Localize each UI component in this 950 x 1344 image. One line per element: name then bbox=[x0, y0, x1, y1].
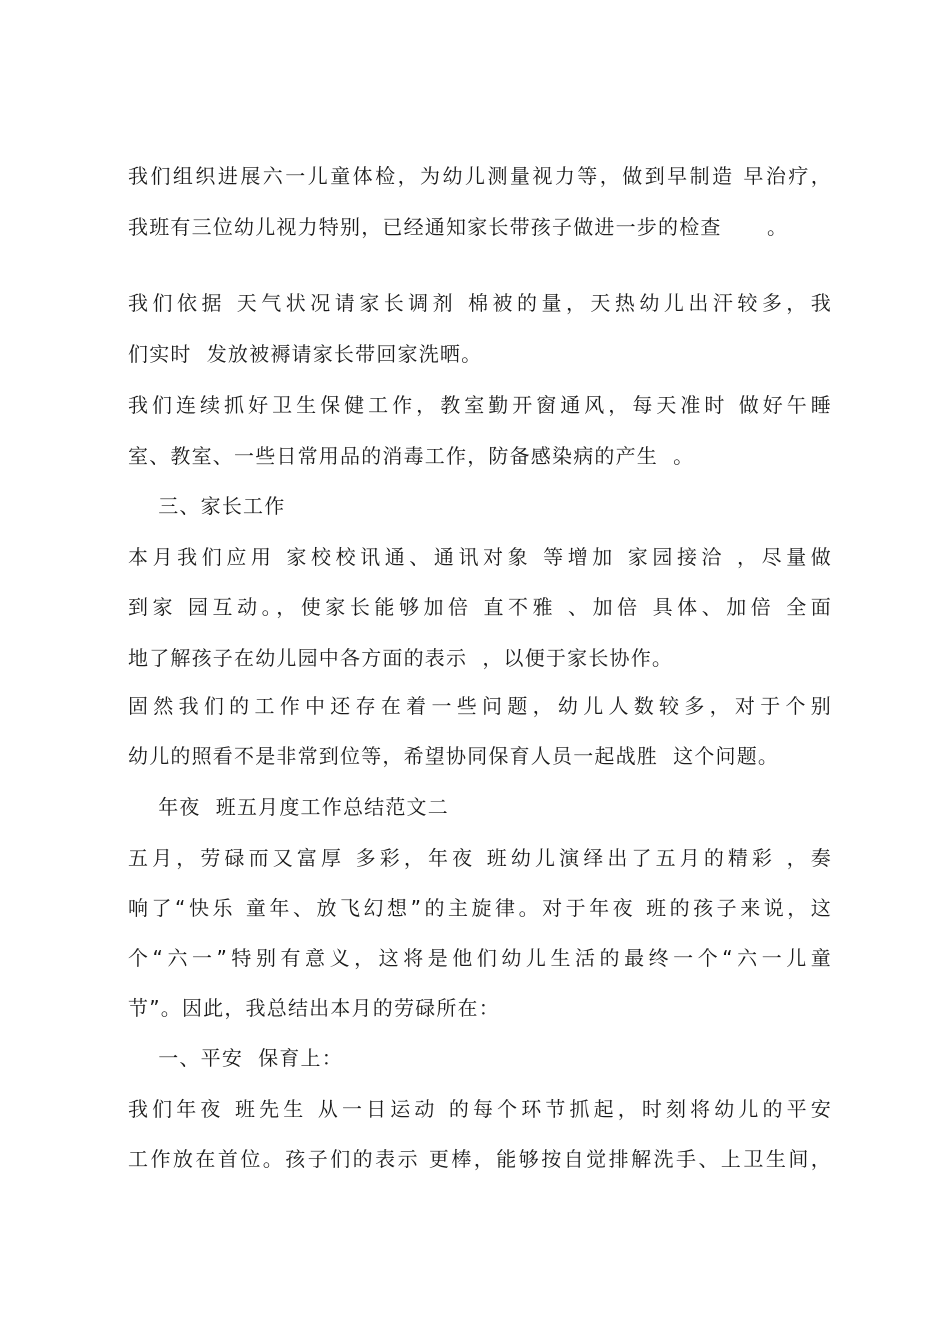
text-line-6: 室、教室、一些日常用品的消毒工作，防备感染病的产生 。 bbox=[128, 444, 695, 468]
text-line-11: 固然我们的工作中还存在着一些问题，幼儿人数较多，对于个别 bbox=[128, 694, 832, 718]
text-line-1: 我们组织进展六一儿童体检，为幼儿测量视力等，做到早制造 早治疗， bbox=[128, 164, 832, 188]
text-line-12: 幼儿的照看不是非常到位等，希望协同保育人员一起战胜 这个问题。 bbox=[128, 744, 780, 768]
text-line-16: 个“六一”特别有意义，这将是他们幼儿生活的最终一个“六一儿童 bbox=[128, 946, 832, 970]
text-line-15: 响了“快乐 童年、放飞幻想”的主旋律。对于年夜 班的孩子来说，这 bbox=[128, 896, 832, 920]
text-line-14: 五月，劳碌而又富厚 多彩，年夜 班幼儿演绎出了五月的精彩 ，奏 bbox=[128, 846, 832, 870]
text-line-4: 们实时 发放被褥请家长带回家洗晒。 bbox=[128, 342, 483, 366]
text-line-20: 工作放在首位。孩子们的表示 更棒，能够按自觉排解洗手、上卫生间， bbox=[128, 1147, 832, 1171]
text-line-2: 我班有三位幼儿视力特别，已经通知家长带孩子做进一步的检查 。 bbox=[128, 215, 789, 239]
text-line-9: 到家 园互动。，使家长能够加倍 直不雅 、加倍 具体、加倍 全面 bbox=[128, 595, 832, 619]
text-line-10: 地了解孩子在幼儿园中各方面的表示 ，以便于家长协作。 bbox=[128, 646, 674, 670]
section-heading-safety-care: 一、平安 保育上： bbox=[128, 1046, 343, 1070]
text-line-3: 我们依据 天气状况请家长调剂 棉被的量，天热幼儿出汗较多，我 bbox=[128, 291, 832, 315]
text-line-8: 本月我们应用 家校校讯通、通讯对象 等增加 家园接洽 ，尽量做 bbox=[128, 545, 832, 569]
section-heading-parent-work: 三、家长工作 bbox=[128, 494, 286, 518]
text-line-5: 我们连续抓好卫生保健工作，教室勤开窗通风，每天准时 做好午睡 bbox=[128, 393, 832, 417]
text-line-17: 节”。因此，我总结出本月的劳碌所在： bbox=[128, 996, 500, 1020]
text-line-19: 我们年夜 班先生 从一日运动 的每个环节抓起，时刻将幼儿的平安 bbox=[128, 1097, 832, 1121]
article-title-two: 年夜 班五月度工作总结范文二 bbox=[128, 795, 449, 819]
